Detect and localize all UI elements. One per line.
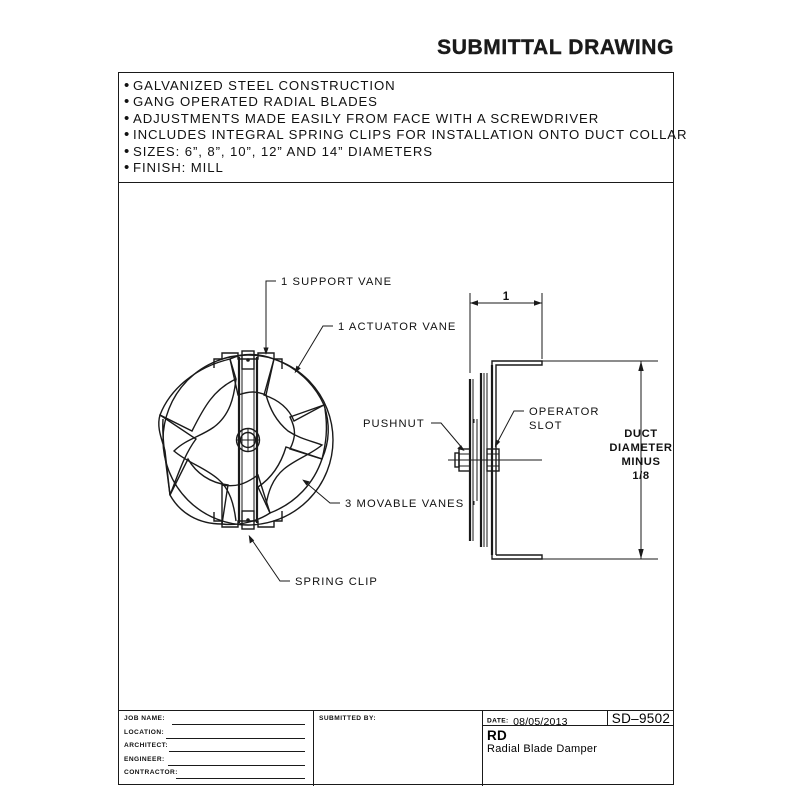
feature-item [124,144,674,160]
field-engineer-rule [168,765,305,766]
dimension-duct-line3: MINUS [621,456,661,468]
bullet-glyph: • [124,142,131,160]
feature-text: ADJUSTMENTS MADE EASILY FROM FACE WITH A SCREWDRIVER [133,110,600,126]
field-job-name-rule [172,724,305,725]
bullet-glyph: • [124,126,131,144]
feature-item [124,160,674,176]
field-architect-label: ARCHITECT: [124,742,169,750]
bullet-glyph: • [124,159,131,177]
field-architect-rule [169,751,305,752]
drawing-number: SD–9502 [607,711,674,726]
callout-operator-slot-label-line2: SLOT [529,420,563,432]
page-title: SUBMITTAL DRAWING [437,36,674,59]
callout-support-vane [263,276,392,355]
field-engineer[interactable] [124,756,313,770]
model-code: RD [487,728,507,743]
callout-operator-slot-label-line1: OPERATOR [529,406,600,418]
submitted-by-label: SUBMITTED BY: [319,715,377,722]
field-job-name-label: JOB NAME: [124,715,166,722]
callout-movable-vanes-label: 3 MOVABLE VANES [345,498,465,510]
field-architect[interactable] [124,742,313,756]
feature-item [124,94,674,110]
front-view-damper [159,276,465,588]
bullet-glyph: • [124,77,131,94]
callout-support-vane-label: 1 SUPPORT VANE [281,276,393,288]
model-identification [487,729,597,756]
drawing-canvas [118,183,674,710]
callout-pushnut-label: PUSHNUT [363,418,425,430]
features-box [118,72,688,183]
feature-item [124,126,688,144]
callout-operator-slot [495,406,600,447]
callout-actuator-vane-label: 1 ACTUATOR VANE [338,321,457,333]
title-block-project-fields [118,711,314,786]
date-label: DATE: [487,717,509,725]
field-location-label: LOCATION: [124,728,165,736]
callout-actuator-vane [295,321,457,373]
field-contractor-rule [176,778,305,779]
damper-blades [159,355,328,525]
dimension-duct-line2: DIAMETER [609,442,673,454]
model-name: Radial Blade Damper [487,743,598,755]
callout-spring-clip [249,535,378,588]
feature-text: FINISH: MILL [133,160,224,176]
feature-text: GALVANIZED STEEL CONSTRUCTION [133,78,396,93]
dimension-depth-value: 1 [502,291,510,303]
callout-movable-vanes [302,480,464,511]
title-block [118,710,674,785]
field-contractor[interactable] [124,769,313,783]
field-location[interactable] [124,729,313,743]
feature-text: GANG OPERATED RADIAL BLADES [133,94,378,110]
field-job-name[interactable] [124,715,313,729]
bullet-glyph: • [124,93,131,111]
dimension-duct-line4: 1/8 [632,470,650,482]
feature-item [124,78,674,94]
feature-item [124,111,674,127]
dimension-duct-line1: DUCT [624,428,658,440]
feature-text: SIZES: 6”, 8”, 10”, 12” AND 14” DIAMETERS [133,143,433,159]
dimension-duct-diameter [542,361,673,559]
field-location-rule [166,738,305,739]
title-block-identification [483,711,674,786]
field-engineer-label: ENGINEER: [124,755,165,763]
date-and-number-row [483,711,674,726]
field-contractor-label: CONTRACTOR: [124,769,178,777]
callout-spring-clip-label: SPRING CLIP [295,576,378,588]
title-block-submitted-by[interactable] [314,711,483,786]
callout-pushnut [363,418,465,451]
feature-text: INCLUDES INTEGRAL SPRING CLIPS FOR INSTALLATION ONTO DUCT COLLAR [133,127,688,143]
bullet-glyph: • [124,109,131,127]
date-value: 08/05/2013 [513,716,568,728]
